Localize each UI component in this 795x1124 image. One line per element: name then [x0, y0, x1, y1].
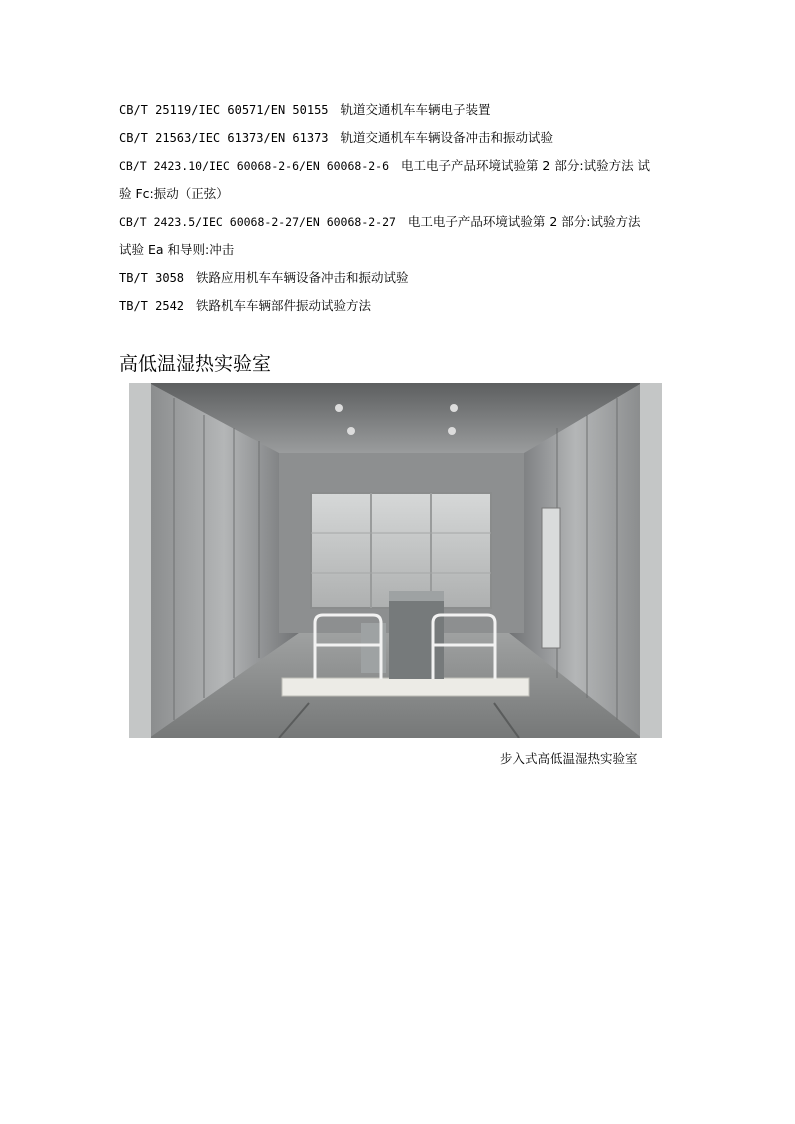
- standard-title: 铁路应用机车车辆设备冲击和振动试验: [195, 270, 409, 285]
- standard-code: CB/T 21563/IEC 61373/EN 61373: [119, 131, 329, 145]
- standard-line-1: [119, 102, 490, 118]
- section-title: 高低温湿热实验室: [119, 353, 272, 375]
- standard-line-3: [119, 158, 650, 174]
- standard-title: 轨道交通机车车辆电子装置: [340, 102, 491, 117]
- standard-code: CB/T 2423.10/IEC 60068-2-6/EN 60068-2-6: [119, 159, 390, 173]
- photo-caption: 步入式高低温湿热实验室: [500, 751, 638, 766]
- standard-code: CB/T 2423.5/IEC 60068-2-27/EN 60068-2-27: [119, 215, 396, 229]
- standard-line-6: [119, 298, 371, 314]
- standard-line-4-continuation: 试验 Ea 和导则:冲击: [119, 242, 235, 257]
- standard-line-3-continuation: 验 Fc:振动（正弦）: [119, 186, 229, 201]
- standard-line-5: [119, 270, 408, 286]
- standard-title: 铁路机车车辆部件振动试验方法: [195, 298, 371, 313]
- standard-title: 轨道交通机车车辆设备冲击和振动试验: [340, 130, 553, 145]
- standard-code: TB/T 3058: [119, 271, 185, 285]
- chamber-photo: [129, 383, 662, 738]
- standard-title: 电工电子产品环境试验第 2 部分:试验方法: [407, 214, 641, 229]
- standard-code: CB/T 25119/IEC 60571/EN 50155: [119, 103, 329, 117]
- standard-title: 电工电子产品环境试验第 2 部分:试验方法 试: [400, 158, 651, 173]
- standard-line-4: [119, 214, 641, 230]
- standard-line-2: [119, 130, 553, 146]
- standard-code: TB/T 2542: [119, 299, 185, 313]
